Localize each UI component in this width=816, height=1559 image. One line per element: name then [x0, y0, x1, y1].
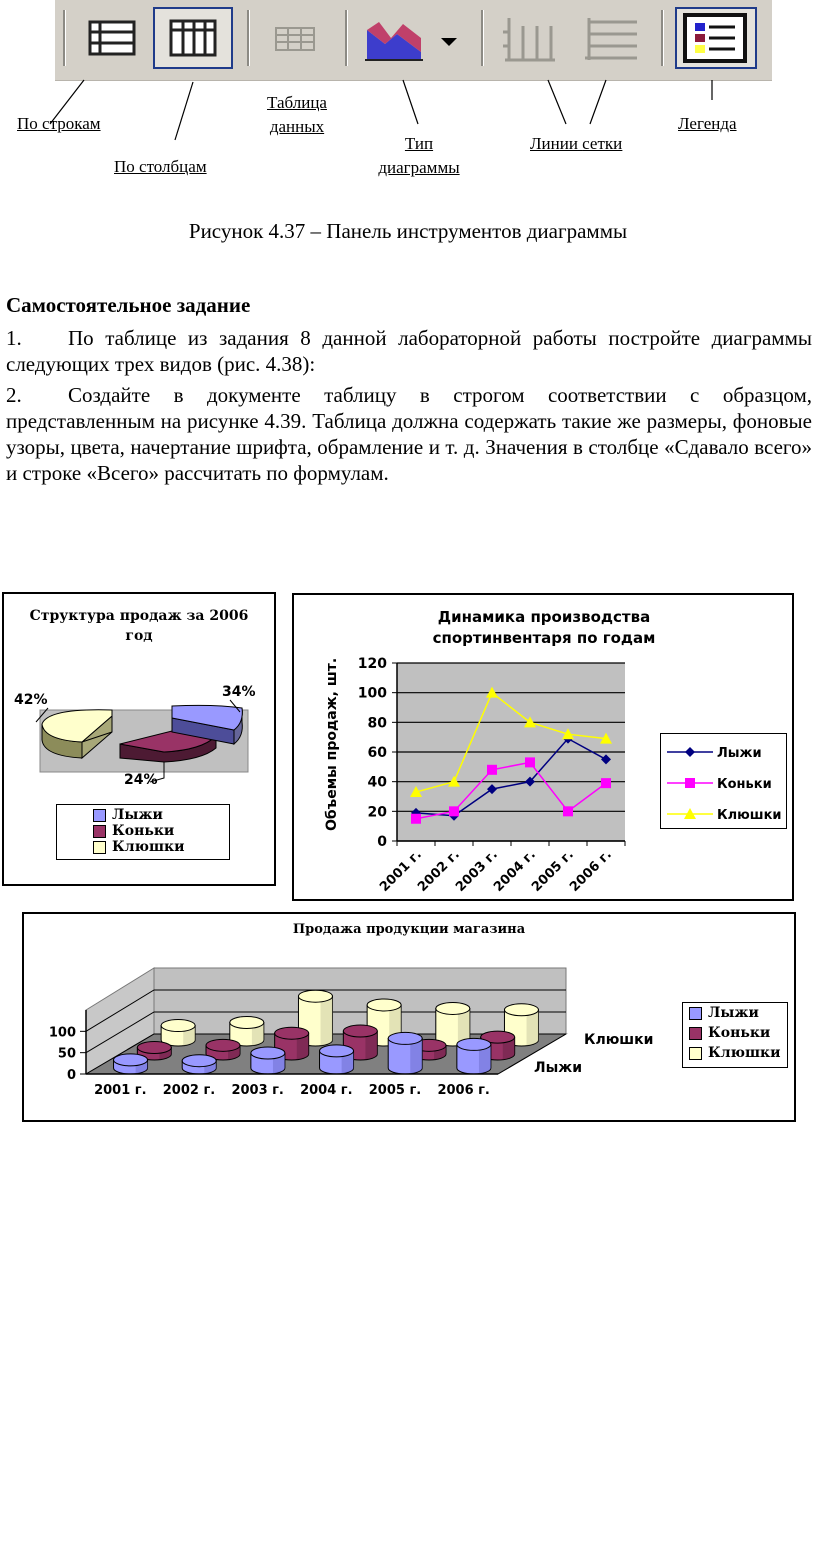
pie-legend-item-skates: Коньки — [93, 823, 174, 839]
legend-label: Клюшки — [717, 808, 782, 823]
x-tick-label: 2006 г. — [437, 1083, 490, 1098]
cylinder-legend-item-skates: Коньки — [689, 1025, 770, 1041]
data-table-callout: Таблица данных — [267, 93, 327, 136]
y-tick-label: 100 — [357, 685, 387, 702]
legend-label: Лыжи — [717, 746, 762, 761]
task-item-number: 2. — [6, 383, 22, 407]
legend-swatch — [689, 1027, 702, 1040]
y-tick-label: 0 — [377, 834, 387, 850]
y-tick-label: 60 — [367, 745, 387, 761]
figure-caption: Рисунок 4.37 – Панель инструментов диаграммы — [188, 219, 628, 243]
legend-callout: Легенда — [678, 114, 737, 133]
data-point — [411, 814, 421, 824]
pie-chart — [2, 592, 276, 886]
cylinder-bar — [182, 1055, 216, 1074]
cylinder-legend-item-ski: Лыжи — [689, 1005, 759, 1021]
pie-value-label-skates: 24% — [124, 772, 158, 788]
pie-value-label-ski: 34% — [222, 684, 256, 700]
pie-value-label-sticks: 42% — [14, 692, 48, 708]
task-item-2 — [6, 382, 812, 486]
task-item-text: Создайте в документе таблицу в строгом соответствии с образцом, представленным на рисунке 4.39. Таблица должна содержать такие же размеры, фоновые узоры, цвета, начертание шрифта, обрамление и т. д. Значения в столбце «Сдавало всего» и строке «Всего» рассчитать по формулам. — [6, 383, 812, 485]
cylinder-chart — [22, 912, 796, 1122]
cylinder-legend-item-sticks: Клюшки — [689, 1045, 781, 1061]
x-tick-label: 2002 г. — [415, 847, 463, 895]
y-tick-label: 80 — [367, 715, 387, 732]
legend-marker — [685, 778, 695, 788]
line-legend — [660, 733, 787, 829]
legend-swatch — [689, 1007, 702, 1020]
task-heading: Самостоятельное задание — [6, 293, 251, 317]
depth-label-front: Лыжи — [534, 1060, 583, 1076]
task-item-number: 1. — [6, 326, 22, 350]
cylinder-legend — [682, 1002, 788, 1068]
x-tick-label: 2003 г. — [453, 847, 501, 895]
y-tick-label: 50 — [57, 1046, 76, 1062]
cylinder-bar — [457, 1038, 491, 1074]
cylinder-bar — [161, 1020, 195, 1046]
legend-marker — [685, 747, 695, 757]
data-point — [449, 806, 459, 816]
line-y-axis-label: Объемы продаж, шт. — [324, 657, 340, 831]
task-item-1 — [6, 325, 812, 377]
depth-label-back: Клюшки — [584, 1032, 654, 1048]
y-tick-label: 0 — [66, 1068, 76, 1083]
data-point — [487, 765, 497, 775]
y-tick-label: 100 — [48, 1025, 76, 1041]
by-columns-callout: По столбцам — [114, 157, 207, 176]
cylinder-bar — [388, 1032, 422, 1074]
cylinder-bar — [251, 1047, 285, 1074]
data-point — [525, 757, 535, 767]
data-point — [563, 806, 573, 816]
x-tick-label: 2001 г. — [377, 847, 425, 895]
x-tick-label: 2005 г. — [529, 847, 577, 895]
legend-swatch — [93, 809, 106, 822]
x-tick-label: 2006 г. — [567, 847, 615, 895]
y-tick-label: 120 — [357, 656, 387, 672]
pie-legend-item-ski: Лыжи — [93, 807, 163, 823]
by-rows-callout: По строкам — [17, 114, 101, 133]
line-chart — [292, 593, 794, 901]
x-tick-label: 2005 г. — [368, 1083, 422, 1098]
legend-swatch — [689, 1047, 702, 1060]
x-tick-label: 2001 г. — [94, 1083, 147, 1098]
x-tick-label: 2003 г. — [231, 1083, 284, 1098]
legend-label: Коньки — [717, 777, 772, 792]
line-chart-title: Динамика производства спортинвентаря по годам — [432, 608, 656, 647]
cylinder-plot — [24, 914, 794, 1120]
y-tick-label: 20 — [367, 804, 387, 821]
legend-swatch — [93, 841, 106, 854]
cylinder-bar — [320, 1045, 354, 1074]
gridlines-callout: Линии сетки — [530, 134, 623, 153]
x-tick-label: 2004 г. — [300, 1083, 353, 1098]
data-point — [601, 778, 611, 788]
pie-chart-title: Структура продаж за 2006 год — [29, 608, 249, 644]
pie-legend — [56, 804, 230, 860]
cylinder-bar — [114, 1054, 148, 1074]
task-item-text: По таблице из задания 8 данной лабораторной работы постройте диаграммы следующих трех видов (рис. 4.38): — [6, 326, 812, 376]
chart-type-callout: Тип диаграммы — [378, 134, 460, 177]
cylinder-chart-title: Продажа продукции магазина — [292, 922, 526, 937]
legend-swatch — [93, 825, 106, 838]
x-tick-label: 2002 г. — [162, 1083, 216, 1098]
y-tick-label: 40 — [367, 774, 387, 791]
x-tick-label: 2004 г. — [491, 847, 539, 895]
pie-legend-item-sticks: Клюшки — [93, 839, 185, 855]
